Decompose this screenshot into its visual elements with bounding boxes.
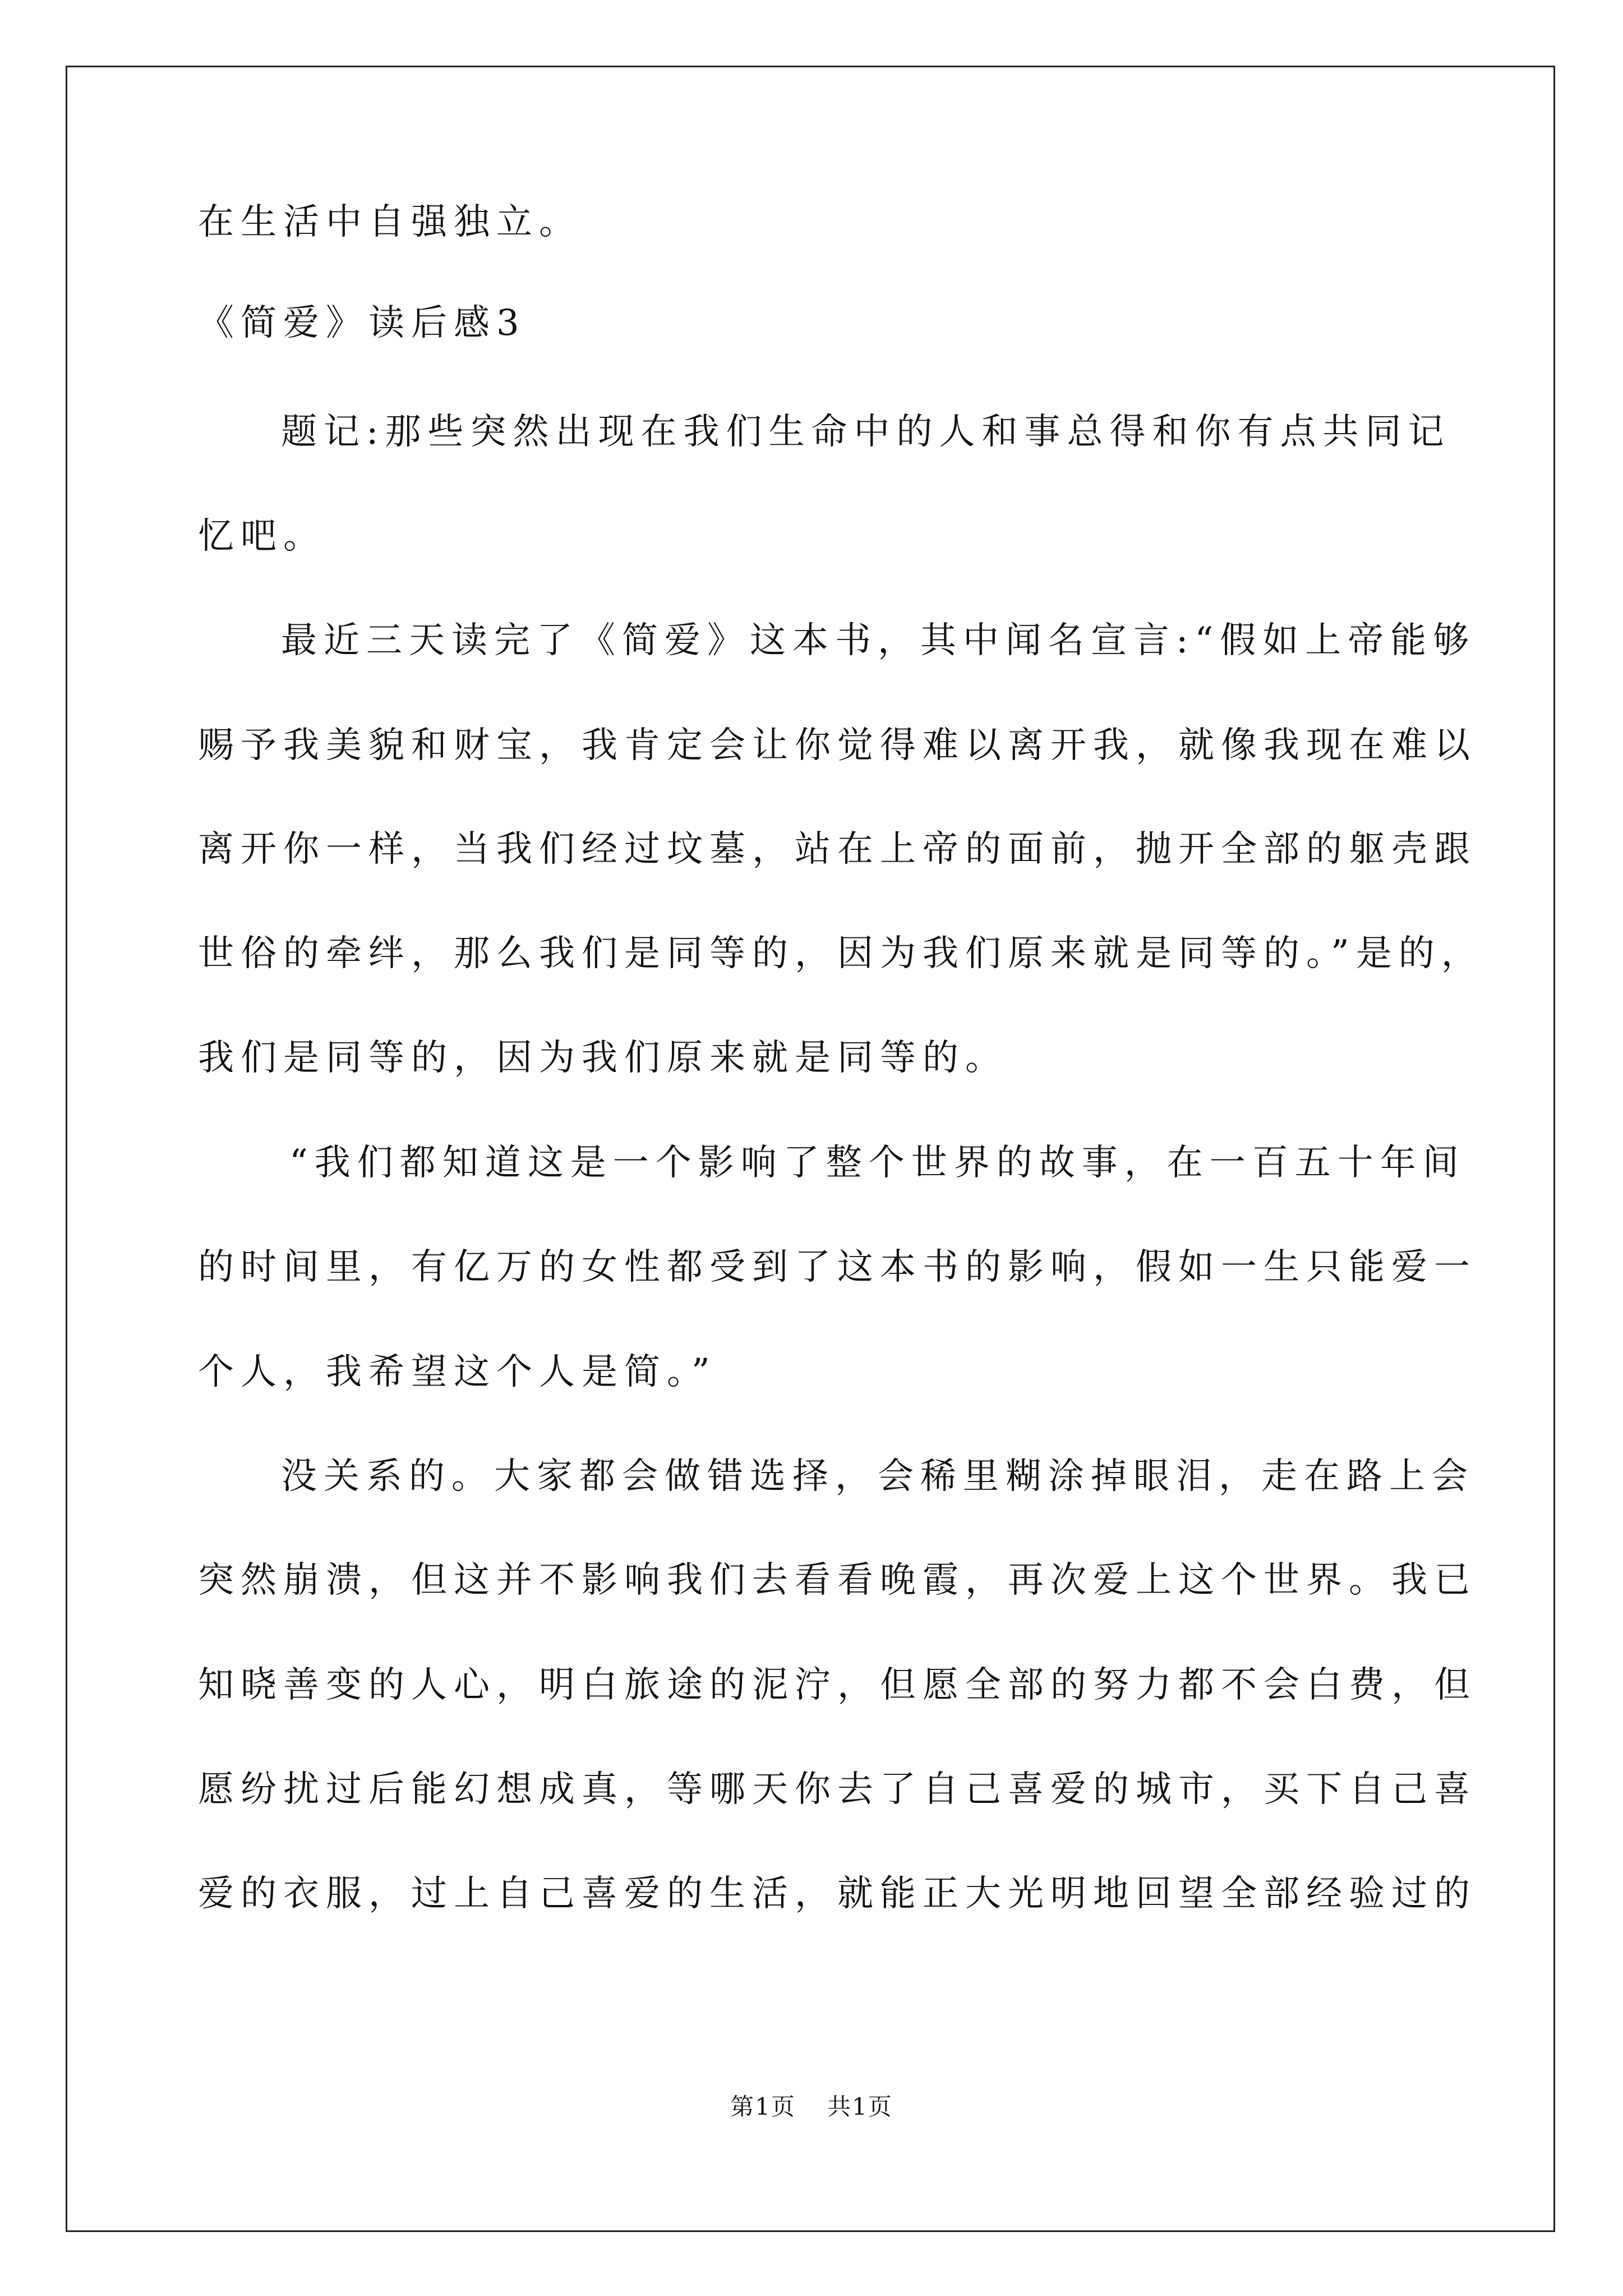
text-line: 愿纷扰过后能幻想成真，等哪天你去了自己喜爱的城市，买下自己喜 <box>198 1769 1477 1810</box>
text-line: 赐予我美貌和财宝，我肯定会让你觉得难以离开我，就像我现在难以 <box>198 725 1477 766</box>
text-line: 的时间里，有亿万的女性都受到了这本书的影响，假如一生只能爱一 <box>198 1246 1477 1288</box>
text-line: 我们是同等的，因为我们原来就是同等的。 <box>198 1037 1008 1079</box>
text-line: 突然崩溃，但这并不影响我们去看看晚霞，再次爱上这个世界。我已 <box>198 1559 1477 1601</box>
text-line: “我们都知道这是一个影响了整个世界的故事，在一百五十年间 <box>289 1142 1465 1184</box>
text-line: 最近三天读完了《简爱》这本书，其中闻名宣言:“假如上帝能够 <box>281 620 1476 661</box>
text-line: 离开你一样，当我们经过坟墓，站在上帝的面前，抛开全部的躯壳跟 <box>198 829 1477 870</box>
text-line: 知晓善变的人心，明白旅途的泥泞，但愿全部的努力都不会白费，但 <box>198 1664 1477 1706</box>
page-number: 第1页 <box>730 2093 796 2120</box>
page-footer <box>0 2088 1623 2122</box>
section-heading: 《简爱》读后感3 <box>198 302 526 344</box>
text-line: 题记:那些突然出现在我们生命中的人和事总得和你有点共同记 <box>281 411 1451 453</box>
text-line: 没关系的。大家都会做错选择，会稀里糊涂掉眼泪，走在路上会 <box>281 1456 1474 1497</box>
text-line: 个人，我希望这个人是简。” <box>198 1351 717 1393</box>
text-line: 爱的衣服，过上自己喜爱的生活，就能正大光明地回望全部经验过的 <box>198 1873 1477 1915</box>
text-line: 忆吧。 <box>198 516 326 557</box>
page-total: 共1页 <box>827 2093 893 2120</box>
text-line: 世俗的牵绊，那么我们是同等的，因为我们原来就是同等的。”是的， <box>198 933 1484 974</box>
text-line: 在生活中自强独立。 <box>198 201 582 243</box>
